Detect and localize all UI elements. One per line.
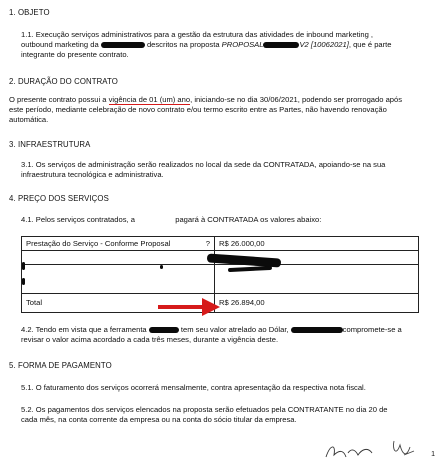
red-arrow-icon <box>156 297 222 317</box>
s2-line1 <box>9 95 439 105</box>
section-3-paragraph <box>21 160 436 180</box>
s41-text-a: 4.1. Pelos serviços contratados, a <box>21 215 135 224</box>
s42-text-a: 4.2. Tendo em vista que a ferramenta <box>21 325 147 334</box>
s2-text-a: O presente contrato possui a <box>9 95 109 104</box>
redaction-party <box>291 327 343 333</box>
table-cell-val: R$ 26.000,00 <box>215 237 419 251</box>
row1-desc: Prestação do Serviço - Conforme Proposal <box>26 238 171 248</box>
s42-line2: revisar o valor acima acordado a cada três meses, durante a vigência deste. <box>21 334 279 344</box>
section-2-paragraph <box>9 95 439 125</box>
handwritten-signatures <box>322 437 422 463</box>
redaction-tool <box>149 327 179 333</box>
redaction-proposal <box>263 42 299 48</box>
s3-line2: infraestrutura tecnológica e administrativa. <box>21 169 164 179</box>
section-5-title: 5. FORMA DE PAGAMENTO <box>9 361 112 370</box>
s2-text-b: , iniciando-se no dia 30/06/2021, podendo ser prorrogado após <box>190 95 403 104</box>
section-1-paragraph <box>21 30 426 60</box>
section-3-title: 3. INFRAESTRUTURA <box>9 140 91 149</box>
section-4-1-paragraph <box>21 215 321 225</box>
s2-line2: este período, mediante celebração de novo contrato e/ou termo escrito entre as Partes, não havendo renovação <box>9 104 387 114</box>
s52-line1: 5.2. Os pagamentos dos serviços elencados na proposta serão efetuados pela CONTRATANTE no dia 20 de <box>21 405 388 414</box>
row1-q: ? <box>205 238 210 248</box>
highlight-term: vigência de 01 (um) ano <box>108 95 191 104</box>
total-value: R$ 26.894,00 <box>215 294 419 313</box>
table-row <box>22 265 419 294</box>
s1-text-c: descritos na proposta <box>146 39 220 49</box>
redaction-tick-1 <box>22 262 25 270</box>
section-2-title: 2. DURAÇÃO DO CONTRATO <box>9 77 118 86</box>
redaction-company <box>101 42 145 48</box>
s1-line3: integrante do presente contrato. <box>21 49 129 59</box>
section-4-2-paragraph <box>21 325 441 345</box>
s1-proposal-version: V2 [10062021] <box>299 39 349 49</box>
redaction-tick-2 <box>22 278 25 285</box>
table-cell-desc <box>22 265 215 294</box>
table-cell-desc <box>22 237 215 251</box>
s42-text-c: compromete-se a <box>342 325 402 334</box>
table-cell-desc <box>22 251 215 265</box>
section-1-title: 1. OBJETO <box>9 8 50 17</box>
s1-text-b: outbound marketing da <box>21 39 99 49</box>
s42-text-b: tem seu valor atrelado ao Dólar, <box>180 325 289 334</box>
s1-proposal: PROPOSAL <box>221 39 264 49</box>
s41-text-b: pagará à CONTRATADA os valores abaixo: <box>175 215 322 224</box>
section-5-1-paragraph: 5.1. O faturamento dos serviços ocorrerá mensalmente, contra apresentação da respectiva nota fiscal. <box>21 383 366 392</box>
table-row <box>22 237 419 251</box>
s2-line3: automática. <box>9 114 49 124</box>
s1-text-f: , que é parte <box>348 39 392 49</box>
s3-line1: 3.1. Os serviços de administração serão realizados no local da sede da CONTRATADA, apoiando-se na sua <box>21 160 386 169</box>
s52-line2: cada mês, na conta corrente da empresa ou na conta do sócio titular da empresa. <box>21 414 297 424</box>
s1-line1: 1.1. Execução serviços administrativos para a gestão da estrutura das atividades de inbound marketing , <box>21 30 374 39</box>
s1-line2 <box>21 40 426 50</box>
total-label: Total <box>22 294 215 313</box>
page-number: 1 <box>431 450 435 458</box>
s42-line1 <box>21 325 441 335</box>
section-4-title: 4. PREÇO DOS SERVIÇOS <box>9 194 109 203</box>
section-5-2-paragraph <box>21 405 441 425</box>
redaction-dot <box>160 265 163 269</box>
